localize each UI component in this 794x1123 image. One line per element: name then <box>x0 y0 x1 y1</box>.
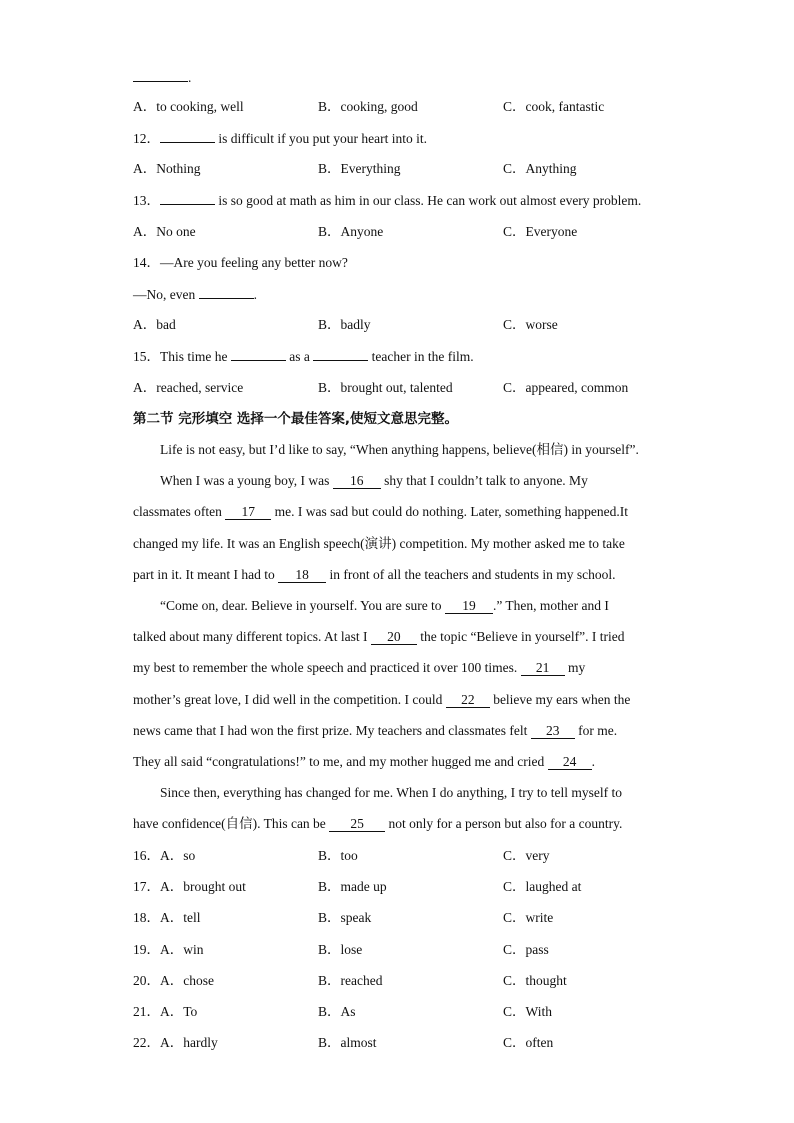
passage-text: . <box>591 754 595 769</box>
question-text: as a <box>285 349 314 364</box>
blank-16: 16 <box>333 473 381 489</box>
answer-option-a: A．win <box>160 942 204 957</box>
answer-number: 17． <box>133 879 160 894</box>
answer-number: 21． <box>133 1004 160 1019</box>
answer-option-a: A．To <box>160 1004 198 1019</box>
passage-line: changed my life. It was an English speech(演讲) competition. My mother asked me to take <box>133 536 625 551</box>
question-text: —Are you feeling any better now? <box>160 255 348 270</box>
blank-23: 23 <box>531 723 575 739</box>
passage-text: the topic “Believe in yourself”. I tried <box>416 629 625 644</box>
blank-21: 21 <box>521 660 565 676</box>
question-12 <box>133 129 427 148</box>
q12-option-b: B．Everything <box>318 161 401 176</box>
answer-blank <box>133 68 188 82</box>
passage-text: for me. <box>574 723 618 738</box>
answer-option-a: A．tell <box>160 910 201 925</box>
question-number: 12． <box>133 131 160 146</box>
question-text: This time he <box>160 349 231 364</box>
section-heading: 第二节 完形填空 选择一个最佳答案,使短文意思完整。 <box>133 411 459 427</box>
passage-text: my best to remember the whole speech and practiced it over 100 times. <box>133 660 521 675</box>
q13-option-b: B．Anyone <box>318 224 384 239</box>
passage-text: “Come on, dear. Believe in yourself. You are sure to <box>160 598 445 613</box>
answer-number: 20． <box>133 973 160 988</box>
blank-25: 25 <box>329 816 385 832</box>
answer-option-a: A．hardly <box>160 1035 218 1050</box>
question-number: 14． <box>133 255 160 270</box>
passage-line <box>133 566 616 584</box>
q13-option-c: C．Everyone <box>503 224 578 239</box>
passage-line <box>133 691 630 709</box>
q14-option-a: A．bad <box>133 317 176 332</box>
answer-option-b: B．lose <box>318 942 363 957</box>
passage-text: believe my ears when the <box>489 692 631 707</box>
blank-22: 22 <box>446 692 490 708</box>
passage-text: me. I was sad but could do nothing. Later, something happened.It <box>271 504 628 519</box>
answer-option-b: B．reached <box>318 973 383 988</box>
prev-item-option-b: B．cooking, good <box>318 99 418 114</box>
question-text: is so good at math as him in our class. He can work out almost every problem. <box>215 193 642 208</box>
answer-number: 19． <box>133 942 160 957</box>
answer-blank <box>160 129 215 143</box>
answer-option-a: A．chose <box>160 973 214 988</box>
blank-17: 17 <box>225 504 271 520</box>
answer-blank <box>231 347 286 361</box>
answer-option-c: C．With <box>503 1004 552 1019</box>
passage-text: shy that I couldn’t talk to anyone. My <box>380 473 588 488</box>
prev-item-tail: . <box>188 70 192 85</box>
answer-option-c: C．write <box>503 910 554 925</box>
passage-text: part in it. It meant I had to <box>133 567 279 582</box>
passage-text: not only for a person but also for a country. <box>385 816 623 831</box>
blank-24: 24 <box>548 754 592 770</box>
passage-line: Life is not easy, but I’d like to say, “When anything happens, believe(相信) in yourself”. <box>160 442 639 457</box>
blank-19: 19 <box>445 598 493 614</box>
q12-option-a: A．Nothing <box>133 161 201 176</box>
question-13 <box>133 191 641 210</box>
answer-option-b: B．As <box>318 1004 356 1019</box>
answer-option-a: A．brought out <box>160 879 246 894</box>
passage-line: Since then, everything has changed for me. When I do anything, I try to tell myself to <box>160 785 623 800</box>
passage-text: have confidence(自信). This can be <box>133 816 330 831</box>
passage-line <box>133 659 585 677</box>
answer-number: 18． <box>133 910 160 925</box>
passage-line <box>133 722 617 740</box>
passage-line <box>133 753 595 771</box>
q14-option-b: B．badly <box>318 317 371 332</box>
passage-text: in front of all the teachers and students in my school. <box>326 567 616 582</box>
answer-option-c: C．very <box>503 848 550 863</box>
answer-number: 16． <box>133 848 160 863</box>
passage-text: news came that I had won the first prize. My teachers and classmates felt <box>133 723 531 738</box>
q15-option-a: A．reached, service <box>133 380 244 395</box>
passage-line <box>133 815 622 833</box>
passage-text: When I was a young boy, I was <box>160 473 333 488</box>
passage-line <box>160 597 609 615</box>
question-text: is difficult if you put your heart into it. <box>215 131 427 146</box>
reply-text: —No, even <box>133 287 199 302</box>
passage-line <box>133 628 625 646</box>
reply-tail: . <box>253 287 257 302</box>
prev-item-option-a: A．to cooking, well <box>133 99 244 114</box>
question-number: 15． <box>133 349 160 364</box>
answer-option-c: C．thought <box>503 973 567 988</box>
passage-text: .” Then, mother and I <box>492 598 609 613</box>
prev-item-blank-line <box>133 68 191 87</box>
answer-option-b: B．almost <box>318 1035 377 1050</box>
passage-text: my <box>564 660 586 675</box>
question-14 <box>133 254 348 272</box>
blank-20: 20 <box>371 629 417 645</box>
blank-18: 18 <box>278 567 326 583</box>
answer-option-b: B．too <box>318 848 358 863</box>
answer-number: 22． <box>133 1035 160 1050</box>
answer-option-b: B．speak <box>318 910 372 925</box>
question-14-reply <box>133 285 257 304</box>
answer-blank <box>199 285 254 299</box>
q15-option-c: C．appeared, common <box>503 380 629 395</box>
q12-option-c: C．Anything <box>503 161 577 176</box>
answer-option-b: B．made up <box>318 879 387 894</box>
answer-blank <box>313 347 368 361</box>
q15-option-b: B．brought out, talented <box>318 380 453 395</box>
question-number: 13． <box>133 193 160 208</box>
answer-option-c: C．pass <box>503 942 549 957</box>
prev-item-option-c: C．cook, fantastic <box>503 99 605 114</box>
passage-line <box>160 472 588 490</box>
passage-text: They all said “congratulations!” to me, and my mother hugged me and cried <box>133 754 548 769</box>
passage-line <box>133 503 628 521</box>
q14-option-c: C．worse <box>503 317 558 332</box>
passage-text: classmates often <box>133 504 226 519</box>
answer-blank <box>160 191 215 205</box>
answer-option-c: C．often <box>503 1035 554 1050</box>
question-15 <box>133 347 474 366</box>
answer-option-a: A．so <box>160 848 196 863</box>
answer-option-c: C．laughed at <box>503 879 582 894</box>
passage-text: talked about many different topics. At last I <box>133 629 371 644</box>
question-text: teacher in the film. <box>368 349 474 364</box>
passage-text: mother’s great love, I did well in the competition. I could <box>133 692 446 707</box>
q13-option-a: A．No one <box>133 224 196 239</box>
